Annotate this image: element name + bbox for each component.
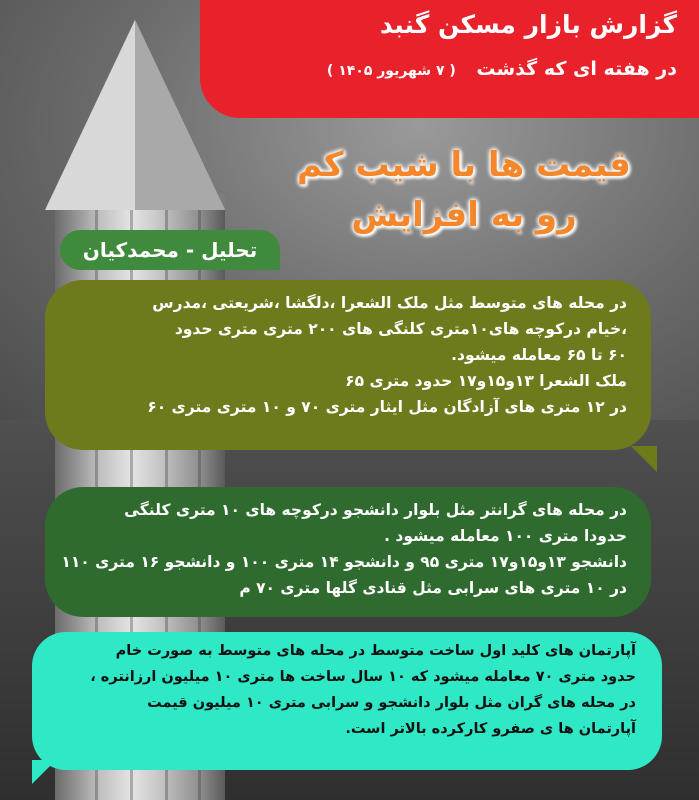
- box3-line: آپارتمان ها ی صفرو کارکرده بالاتر است.: [345, 721, 636, 737]
- box2-line: دانشجو ۱۳و۱۵و۱۷ متری ۹۵ و دانشجو ۱۴ متری ۱۰۰ و دانشجو ۱۶ متری ۱۱۰: [61, 553, 627, 571]
- banner-title: گزارش بازار مسکن گنبد: [379, 10, 677, 39]
- expensive-neighborhoods-box: [45, 487, 651, 617]
- box1-line: ملک الشعرا ۱۳و۱۵و۱۷ حدود متری ۶۵: [345, 372, 627, 390]
- author-tag: تحلیل - محمدکیان: [60, 230, 280, 270]
- box3-line: آپارتمان های کلید اول ساخت متوسط در محله های متوسط به صورت خام: [115, 643, 636, 659]
- mid-neighborhoods-box: [45, 280, 651, 450]
- apartments-box: [32, 632, 662, 770]
- headline-line-2: رو به افزایش: [351, 195, 577, 235]
- title-banner: [200, 0, 699, 118]
- banner-subtitle-text: در هفته ای که گذشت: [476, 58, 677, 80]
- box2-line: در محله های گرانتر مثل بلوار دانشجو درکوچه های ۱۰ متری کلنگی: [124, 501, 627, 519]
- headline: [274, 140, 654, 240]
- box3-line: در محله های گران مثل بلوار دانشجو و سرابی متری ۱۰ میلیون قیمت: [147, 695, 636, 711]
- box3-tail: [32, 760, 56, 784]
- box2-line: حدودا متری ۱۰۰ معامله میشود .: [384, 527, 627, 545]
- box2-line: در ۱۰ متری های سرابی مثل قنادی گلها متری ۷۰ م: [239, 579, 627, 597]
- headline-line-1: قیمت ها با شیب کم: [297, 145, 631, 185]
- box3-line: حدود متری ۷۰ معامله میشود که ۱۰ سال ساخت ها متری ۱۰ میلیون ارزانتره ،: [90, 669, 636, 685]
- box1-line: ۶۰ تا ۶۵ معامله میشود.: [451, 346, 627, 364]
- banner-subtitle: [327, 58, 677, 80]
- box1-tail: [631, 446, 657, 472]
- box1-line: در محله های متوسط مثل ملک الشعرا ،دلگشا ،شریعتی ،مدرس: [152, 294, 627, 312]
- banner-date: ( ۷ شهریور ۱۴۰۵ ): [326, 63, 456, 79]
- box1-line: ،خیام درکوچه های۱۰متری کلنگی های ۲۰۰ متری متری حدود: [174, 320, 627, 338]
- box1-line: در ۱۲ متری های آزادگان مثل ایثار متری ۷۰ و ۱۰ متری متری ۶۰: [147, 398, 627, 416]
